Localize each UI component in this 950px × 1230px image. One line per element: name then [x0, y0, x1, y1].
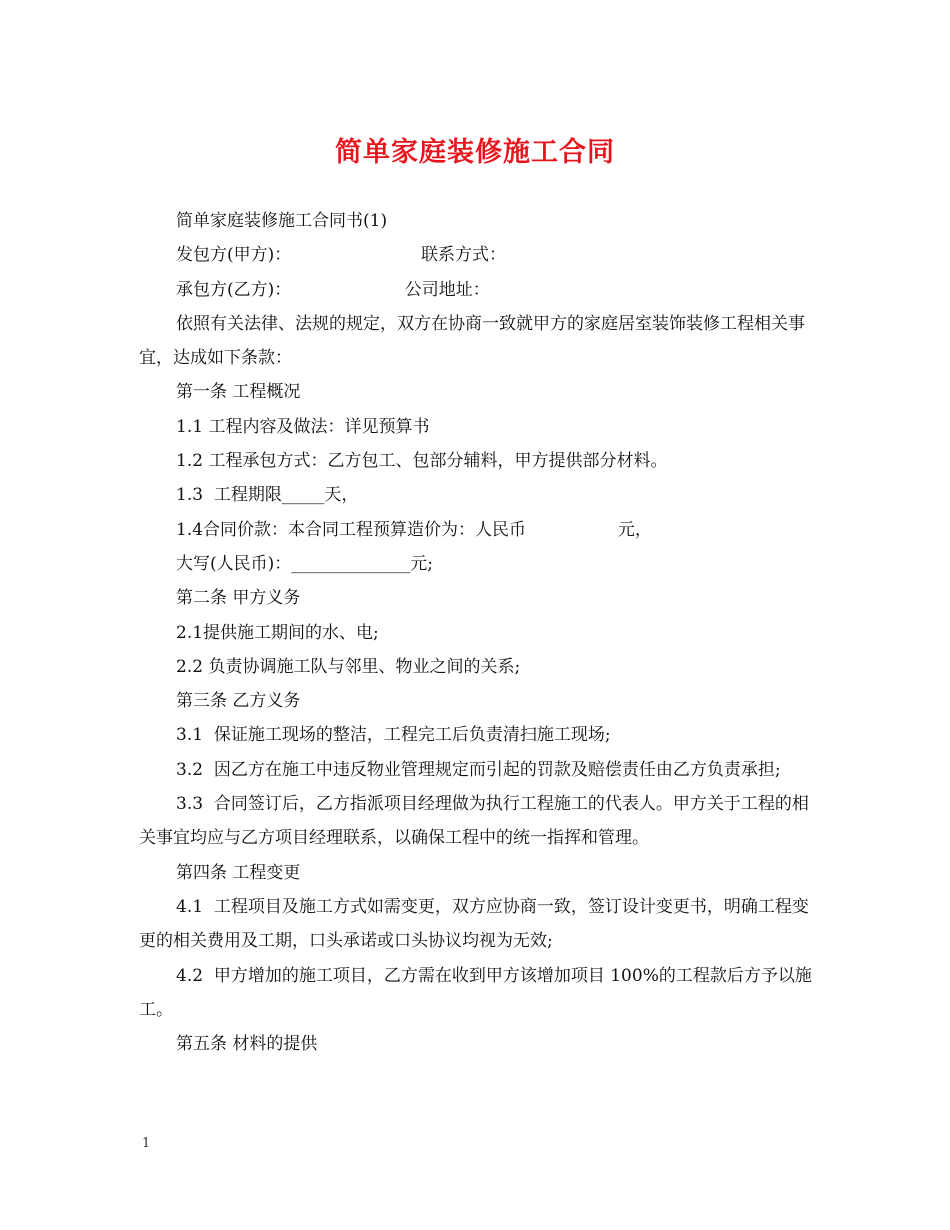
paragraph-preamble: 依照有关法律、法规的规定，双方在协商一致就甲方的家庭居室装饰装修工程相关事宜，达成如下条款：	[139, 313, 805, 369]
clause-1-1: 1.1 工程内容及做法：详见预算书	[176, 416, 430, 437]
clause-3-2: 3.2 因乙方在施工中违反物业管理规定而引起的罚款及赔偿责任由乙方负责承担;	[176, 759, 781, 780]
article-3-heading: 第三条 乙方义务	[176, 691, 301, 712]
paragraph-party-b: 承包方(乙方)： 公司地址：	[176, 279, 490, 300]
article-1-heading: 第一条 工程概况	[176, 382, 301, 403]
article-5-heading: 第五条 材料的提供	[176, 1034, 318, 1055]
clause-4-2: 4.2 甲方增加的施工项目，乙方需在收到甲方该增加项目 100%的工程款后方予以施工。	[139, 965, 812, 1020]
clause-4-1: 4.1 工程项目及施工方式如需变更，双方应协商一致，签订设计变更书，明确工程变更的相关费用及工期，口头承诺或口头协议均视为无效;	[139, 896, 809, 952]
clause-3-1: 3.1 保证施工现场的整洁，工程完工后负责清扫施工现场;	[176, 725, 611, 746]
clause-1-4-uppercase-amount: 大写(人民币)：______________元;	[176, 553, 433, 574]
clause-1-4: 1.4合同价款：本合同工程预算造价为：人民币 元，	[176, 519, 652, 540]
article-4-heading: 第四条 工程变更	[176, 862, 301, 883]
article-2-heading: 第二条 甲方义务	[176, 588, 301, 609]
document-title: 简单家庭装修施工合同	[335, 137, 615, 168]
paragraph-party-a: 发包方(甲方)： 联系方式：	[176, 245, 506, 266]
clause-3-3: 3.3 合同签订后，乙方指派项目经理做为执行工程施工的代表人。甲方关于工程的相关事宜均应与乙方项目经理联系，以确保工程中的统一指挥和管理。	[139, 794, 809, 849]
document-body	[139, 204, 815, 1061]
clause-1-3: 1.3 工程期限_____天，	[176, 485, 359, 506]
paragraph-contract-subtitle: 简单家庭装修施工合同书(1)	[176, 211, 388, 231]
clause-1-2: 1.2 工程承包方式：乙方包工、包部分辅料，甲方提供部分材料。	[176, 451, 668, 472]
page-number: 1	[142, 1136, 151, 1151]
clause-2-1: 2.1提供施工期间的水、电;	[176, 622, 379, 643]
clause-2-2: 2.2 负责协调施工队与邻里、物业之间的关系;	[176, 656, 521, 677]
